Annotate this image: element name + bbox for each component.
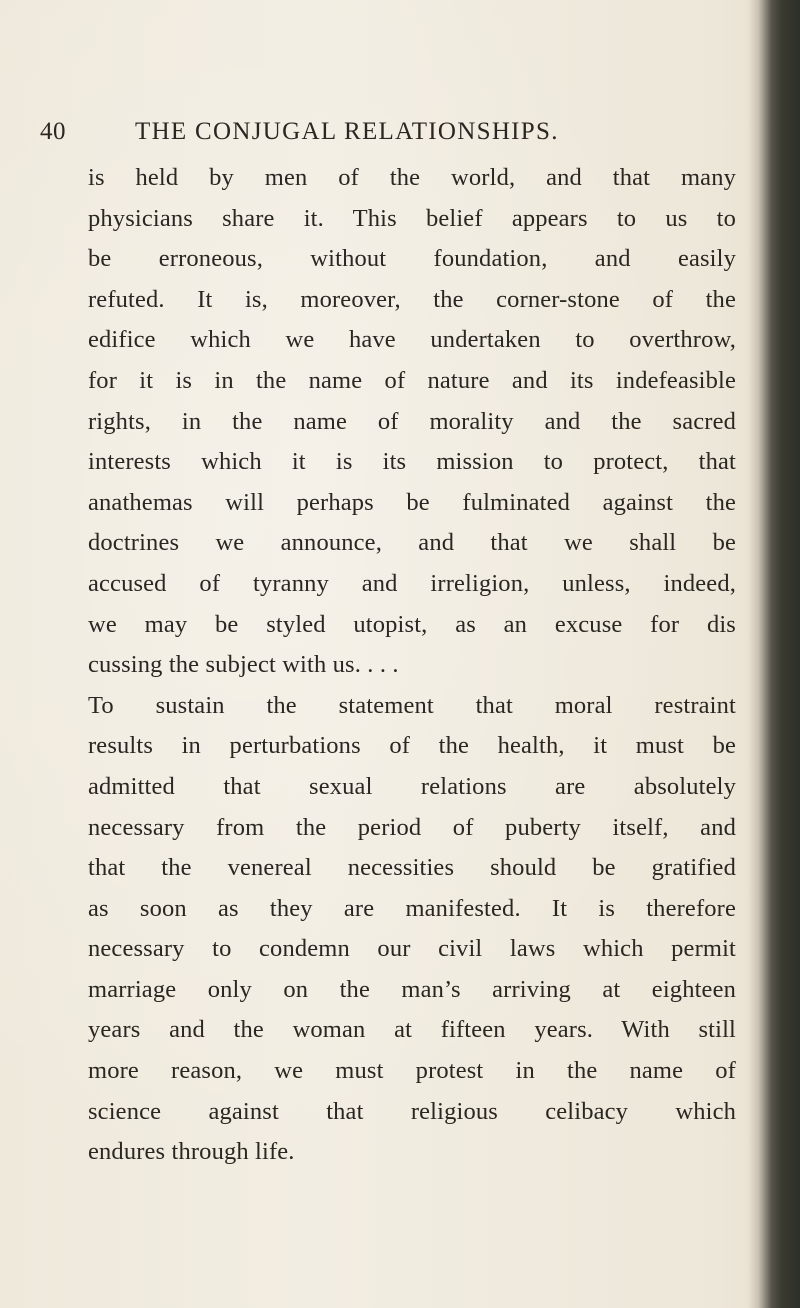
- text-line: physicians share it. This belief appears to us to: [88, 204, 736, 232]
- text-line: science against that religious celibacy which: [88, 1097, 736, 1125]
- text-line: be erroneous, without foundation, and easily: [88, 245, 736, 273]
- text-line: admitted that sexual relations are absolutely: [88, 772, 736, 800]
- text-line: accused of tyranny and irreligion, unless, indeed,: [88, 569, 736, 597]
- text-line: necessary to condemn our civil laws which permit: [88, 935, 736, 963]
- text-line: is held by men of the world, and that many: [88, 164, 736, 191]
- text-line: necessary from the period of puberty itself, and: [88, 813, 736, 841]
- text-line: marriage only on the man’s arriving at eighteen: [88, 975, 736, 1003]
- text-line: for it is in the name of nature and its indefeasible: [88, 366, 736, 394]
- text-line: edifice which we have undertaken to overthrow,: [88, 326, 736, 354]
- running-title: THE CONJUGAL RELATIONSHIPS.: [135, 118, 559, 145]
- text-line: we may be styled utopist, as an excuse for dis: [88, 610, 736, 638]
- text-line: results in perturbations of the health, it must be: [88, 732, 736, 760]
- text-line: rights, in the name of morality and the sacred: [88, 407, 736, 435]
- text-line: endures through life.: [88, 1138, 295, 1166]
- text-line: that the venereal necessities should be gratified: [88, 854, 736, 882]
- text-line: To sustain the statement that moral restraint: [88, 691, 736, 719]
- text-line: refuted. It is, moreover, the corner-stone of the: [88, 285, 736, 313]
- text-line: interests which it is its mission to protect, that: [88, 448, 736, 476]
- text-line: anathemas will perhaps be fulminated against the: [88, 488, 736, 516]
- book-spine-shadow: [748, 0, 800, 1308]
- text-line: doctrines we announce, and that we shall be: [88, 529, 736, 557]
- text-line: cussing the subject with us. . . .: [88, 651, 399, 679]
- text-line: more reason, we must protest in the name of: [88, 1057, 736, 1085]
- body-text: [88, 158, 736, 1173]
- text-line: years and the woman at fifteen years. With still: [88, 1016, 736, 1044]
- page-number: 40: [40, 118, 66, 145]
- text-line: as soon as they are manifested. It is therefore: [88, 894, 736, 922]
- page-header: [40, 118, 740, 154]
